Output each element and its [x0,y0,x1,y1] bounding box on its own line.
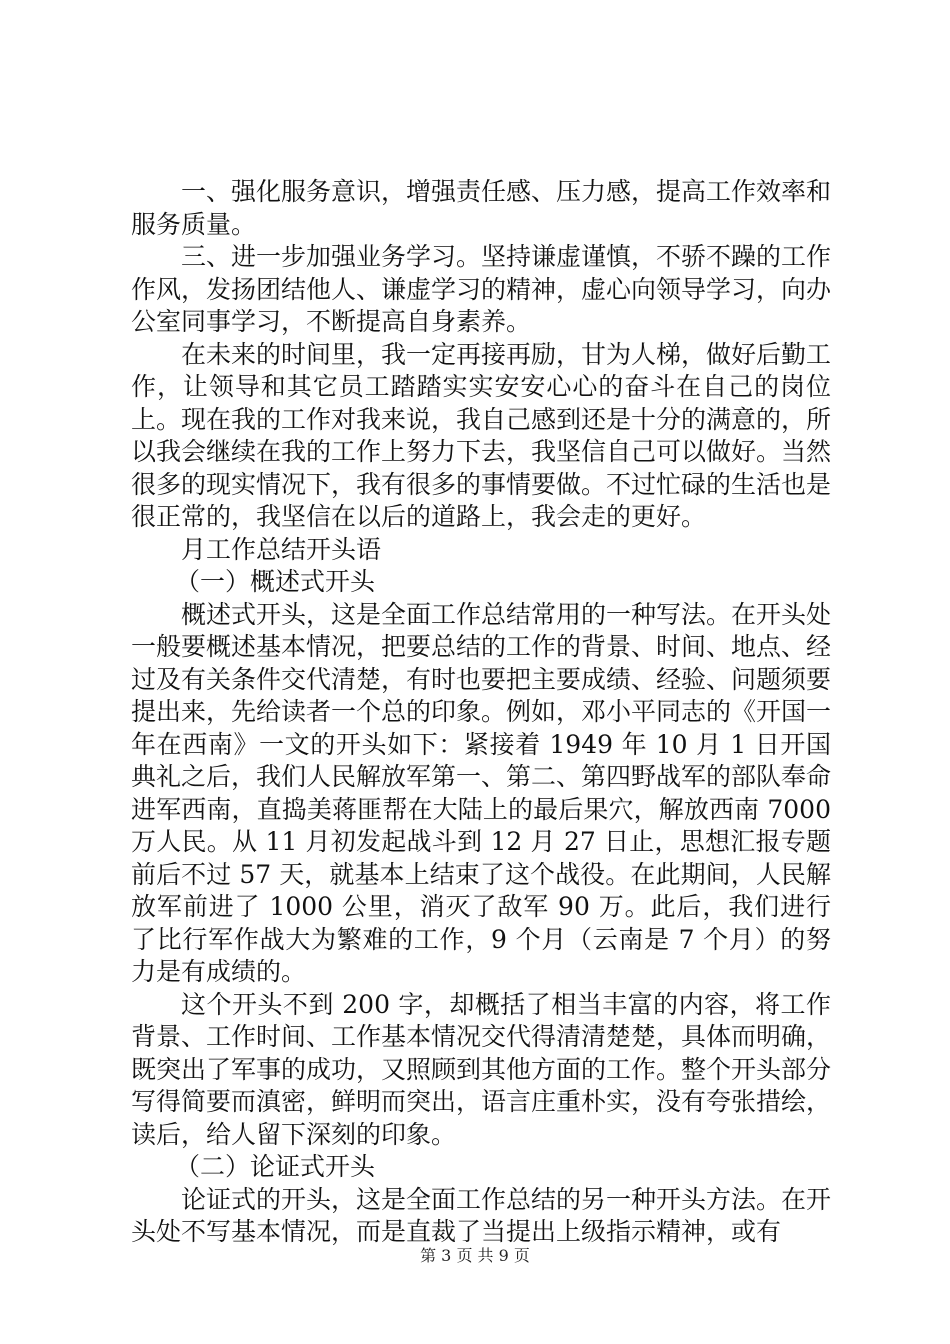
paragraph-summary-opening: 概述式开头，这是全面工作总结常用的一种写法。在开头处一般要概述基本情况，把要总结的工作的背景、时间、地点、经过及有关条件交代清楚，有时也要把主要成绩、经验、问题须要提出来，先给读者一个总的印象。例如，邓小平同志的《开国一年在西南》一文的开头如下：紧接着 1949 年 10 月 1 日开国典礼之后，我们人民解放军第一、第二、第四野战军的部队奉命进军西南，直捣美蒋匪帮在大陆上的最后果穴，解放西南 7000 万人民。从 11 月初发起战斗到 12 月 27 日止，思想汇报专题前后不过 57 天，就基本上结束了这个战役。在此期间，人民解放军前进了 1000 公里，消灭了敌军 90 万。此后，我们进行了比行军作战大为繁难的工作，9 个月（云南是 7 个月）的努力是有成绩的。 [131,599,832,986]
page-footer [0,1243,950,1266]
paragraph-argument-opening: 论证式的开头，这是全面工作总结的另一种开头方法。在开头处不写基本情况，而是直裁了当提出上级指示精神，或有 [131,1184,832,1246]
paragraph-summary-analysis: 这个开头不到 200 字，却概括了相当丰富的内容，将工作背景、工作时间、工作基本情况交代得清清楚楚，具体而明确，既突出了军事的成功，又照顾到其他方面的工作。整个开头部分写得简要而滇密，鲜明而突出，语言庄重朴实，没有夸张措绘，读后，给人留下深刻的印象。 [131,989,832,1149]
document-body [131,176,831,1249]
section-heading: 月工作总结开头语 [181,534,382,564]
subsection-heading-argument: （二）论证式开头 [175,1152,376,1181]
subsection-heading-summary: （一）概述式开头 [175,567,376,596]
paragraph-service-awareness: 一、强化服务意识，增强责任感、压力感，提高工作效率和服务质量。 [131,177,832,239]
page-number: 第 3 页 共 9 页 [420,1246,530,1265]
paragraph-future-outlook: 在未来的时间里，我一定再接再励，甘为人梯，做好后勤工作，让领导和其它员工踏踏实实安安心心的奋斗在自己的岗位上。现在我的工作对我来说，我自己感到还是十分的满意的，所以我会继续在我的工作上努力下去，我坚信自己可以做好。当然很多的现实情况下，我有很多的事情要做。不过忙碌的生活也是很正常的，我坚信在以后的道路上，我会走的更好。 [131,339,832,531]
paragraph-business-study: 三、进一步加强业务学习。坚持谦虚谨慎，不骄不躁的工作作风，发扬团结他人、谦虚学习的精神，虚心向领导学习，向办公室同事学习，不断提高自身素养。 [131,242,832,336]
